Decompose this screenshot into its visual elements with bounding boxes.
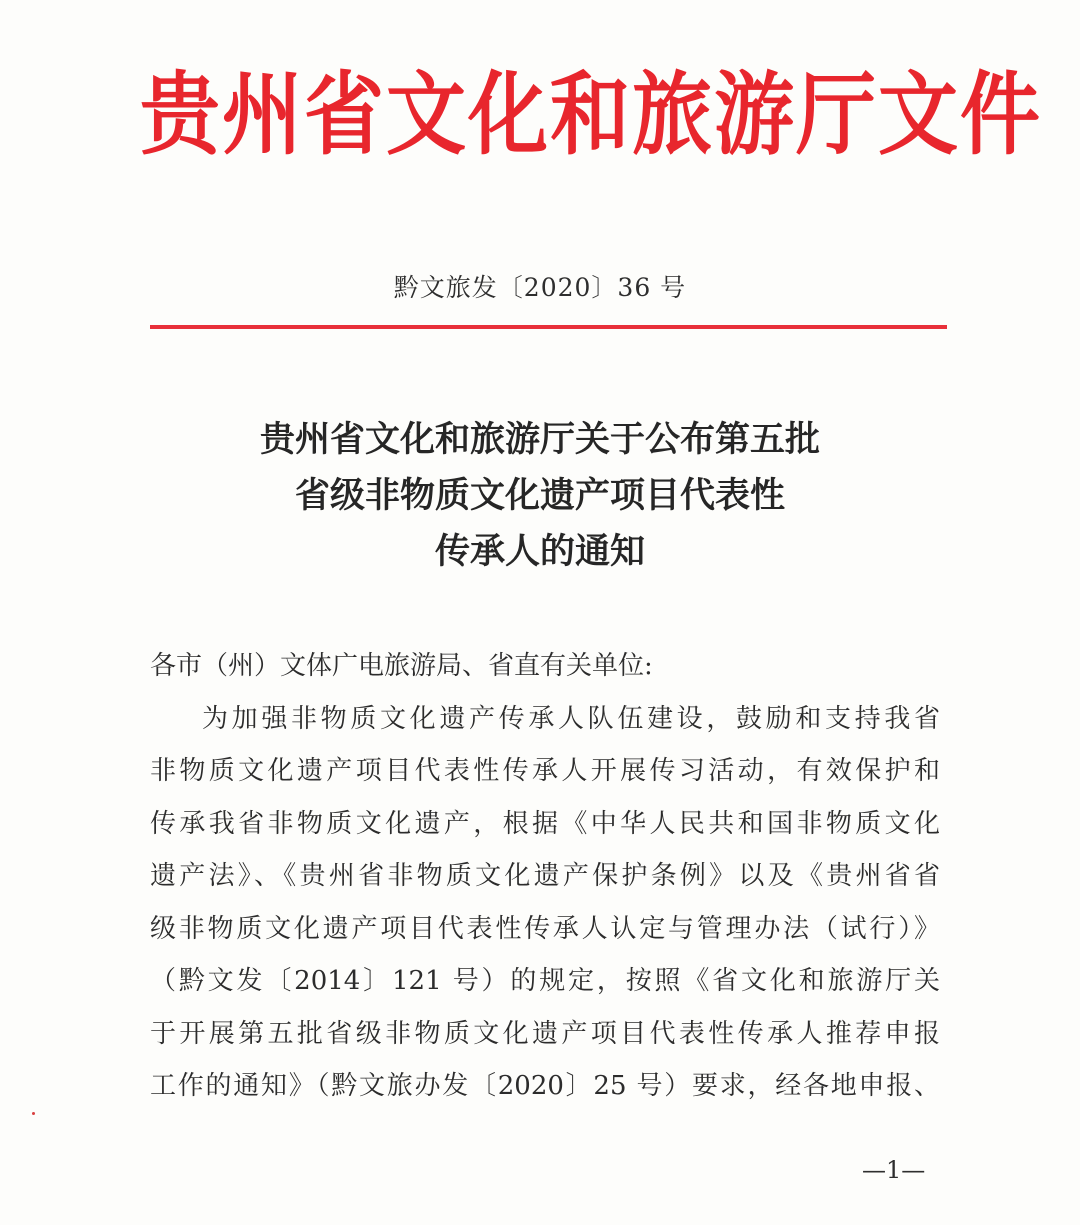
notice-title <box>0 412 1080 580</box>
body-line: 非物质文化遗产项目代表性传承人开展传习活动，有效保护和 <box>150 756 940 786</box>
body-line: 级非物质文化遗产项目代表性传承人认定与管理办法（试行）》 <box>150 913 940 944</box>
title-line: 省级非物质文化遗产项目代表性 <box>294 476 785 516</box>
body-line: 传承我省非物质文化遗产，根据《中华人民共和国非物质文化 <box>150 808 940 839</box>
body-line: 工作的通知》（黔文旅办发〔2020〕25 号）要求，经各地申报、 <box>150 1071 940 1101</box>
title-line: 传承人的通知 <box>434 532 645 572</box>
body-line: 于开展第五批省级非物质文化遗产项目代表性传承人推荐申报 <box>150 1018 940 1049</box>
salutation: 各市（州）文体广电旅游局、省直有关单位: <box>150 651 653 681</box>
page-number: —1— <box>862 1156 926 1184</box>
body-line: 遗产法》、《贵州省非物质文化遗产保护条例》以及《贵州省省 <box>150 861 940 891</box>
body-text <box>150 640 940 1113</box>
red-divider-line <box>150 325 947 329</box>
body-line: 为加强非物质文化遗产传承人队伍建设，鼓励和支持我省 <box>202 703 940 734</box>
scan-speck <box>32 1112 35 1115</box>
body-line: （黔文发〔2014〕121 号）的规定，按照《省文化和旅游厅关 <box>150 966 940 996</box>
document-number: 黔文旅发〔2020〕36 号 <box>393 273 687 302</box>
masthead-title: 贵州省文化和旅游厅文件 <box>140 61 1042 167</box>
title-line: 贵州省文化和旅游厅关于公布第五批 <box>259 420 820 460</box>
